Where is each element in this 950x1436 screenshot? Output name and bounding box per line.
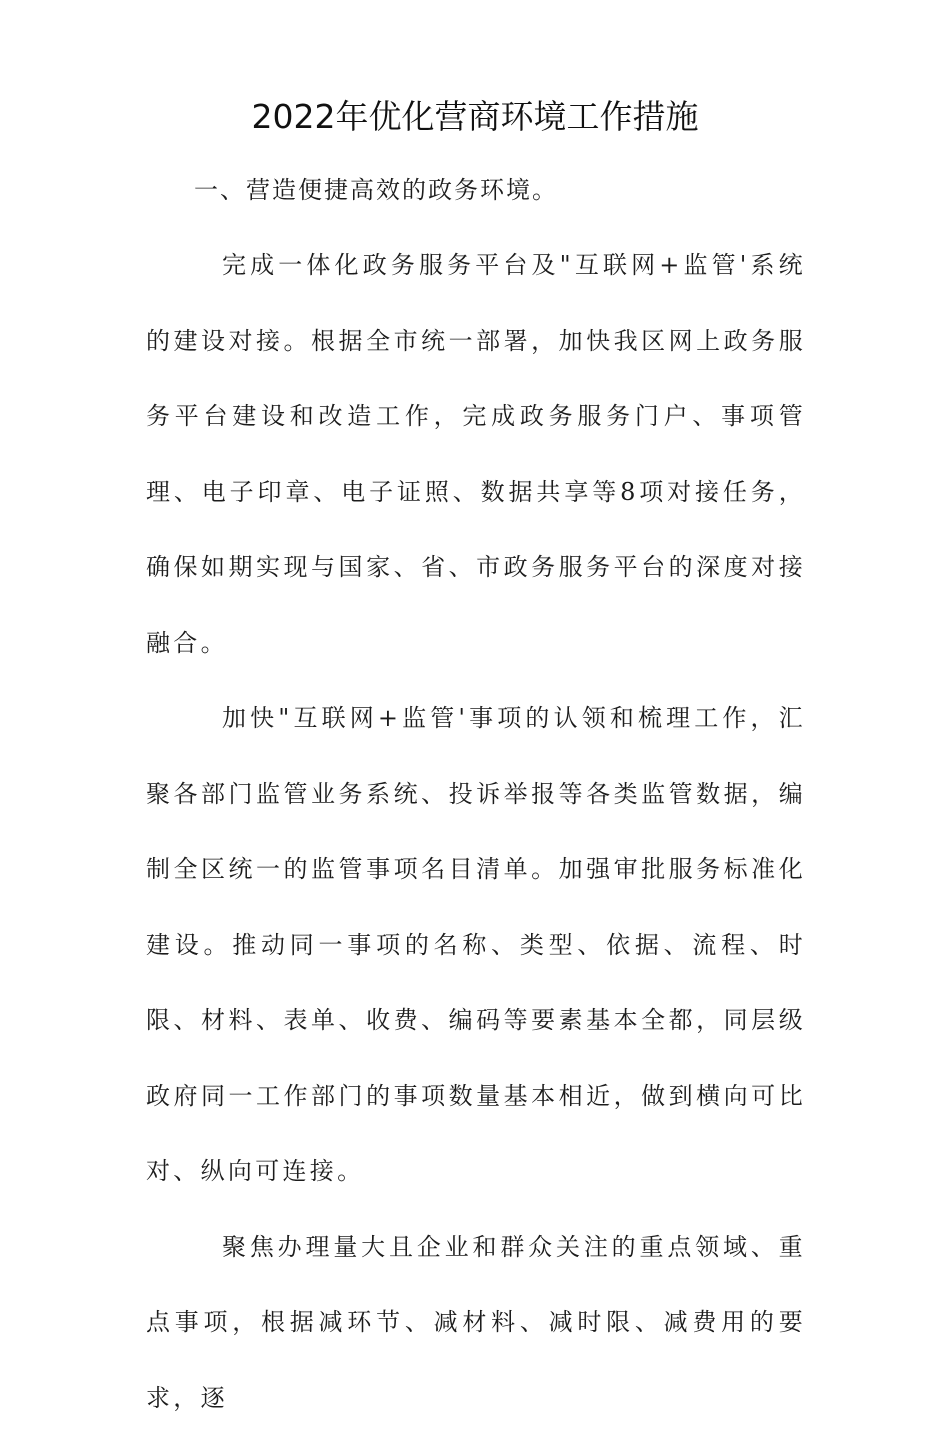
paragraph-3: 聚焦办理量大且企业和群众关注的重点领域、重点事项，根据减环节、减材料、减时限、减费用的要求，逐 [146,1210,806,1436]
paragraph-2: 加快"互联网+监管'事项的认领和梳理工作，汇聚各部门监管业务系统、投诉举报等各类监管数据，编制全区统一的监管事项名目清单。加强审批服务标准化建设。推动同一事项的名称、类型、依据、流程、时限、材料、表单、收费、编码等要素基本全都，同层级政府同一工作部门的事项数量基本相近，做到横向可比对、纵向可连接。 [146,681,806,1210]
document-title: 2022年优化营商环境工作措施 [0,92,950,142]
section-heading: 一、营造便捷高效的政务环境。 [146,152,806,228]
paragraph-1: 完成一体化政务服务平台及"互联网+监管'系统的建设对接。根据全市统一部署，加快我区网上政务服务平台建设和改造工作，完成政务服务门户、事项管理、电子印章、电子证照、数据共享等8项对接任务，确保如期实现与国家、省、市政务服务平台的深度对接融合。 [146,228,806,681]
document-body [146,152,806,1436]
